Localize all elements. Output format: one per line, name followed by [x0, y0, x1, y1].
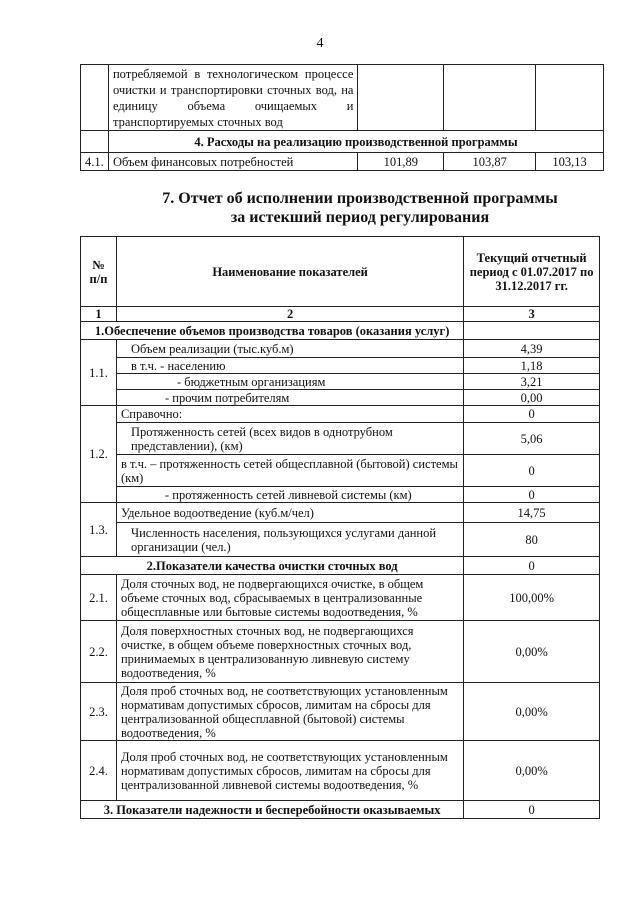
colnum-2: 2	[116, 307, 463, 322]
row13-num: 1.3.	[81, 503, 117, 557]
row12-d-name: - протяженность сетей ливневой системы (км)	[116, 487, 463, 503]
row11-num: 1.1.	[81, 340, 117, 406]
row12-b-name: Протяженность сетей (всех видов в однотрубном представлении), (км)	[116, 423, 463, 455]
colnum-1: 1	[81, 307, 117, 322]
row21-val: 100,00%	[464, 575, 600, 621]
report-table	[80, 236, 600, 819]
top-row-text: потребляемой в технологическом процессе очистки и транспортировки сточных вод, на единицу объема очищаемых и транспортируемых сточных вод	[108, 65, 357, 131]
row12-c-val: 0	[464, 455, 600, 487]
report-title-line1: 7. Отчет об исполнении производственной программы	[162, 190, 558, 207]
row23-name: Доля проб сточных вод, не соответствующих установленным нормативам допустимых сбросов, лимитам на сбросы для централизованной общесплавной (бытовой) системы водоотведения, %	[116, 683, 463, 741]
row41-num: 4.1.	[81, 153, 109, 171]
row24-val: 0,00%	[464, 741, 600, 801]
row11-c-val: 3,21	[464, 374, 600, 390]
row13-a-name: Удельное водоотведение (куб.м/чел)	[116, 503, 463, 523]
section3-header: 3. Показатели надежности и бесперебойности оказываемых	[81, 801, 464, 819]
row11-a-val: 4,39	[464, 340, 600, 358]
row11-a-name: Объем реализации (тыс.куб.м)	[116, 340, 463, 358]
page-number: 4	[316, 36, 324, 51]
row21-name: Доля сточных вод, не подвергающихся очистке, в общем объеме сточных вод, сбрасываемых в централизованные общесплавные или бытовые системы водоотведения, %	[116, 575, 463, 621]
row12-d-val: 0	[464, 487, 600, 503]
row22-num: 2.2.	[81, 621, 117, 683]
header-num: № п/п	[81, 237, 117, 307]
section1-header: 1.Обеспечение объемов производства товаров (оказания услуг)	[81, 322, 464, 340]
row23-val: 0,00%	[464, 683, 600, 741]
section1-value	[464, 322, 600, 340]
row12-c-name: в т.ч. – протяженность сетей общесплавной (бытовой) системы (км)	[116, 455, 463, 487]
row41-v2: 103,87	[444, 153, 536, 171]
section4-header: 4. Расходы на реализацию производственной программы	[108, 131, 603, 153]
top-empty-num2	[81, 131, 109, 153]
row13-b-val: 80	[464, 523, 600, 557]
row11-d-val: 0,00	[464, 390, 600, 406]
row21-num: 2.1.	[81, 575, 117, 621]
row23-num: 2.3.	[81, 683, 117, 741]
top-empty-2	[444, 65, 536, 131]
row24-name: Доля проб сточных вод, не соответствующих установленным нормативам допустимых сбросов, лимитам на сбросы для централизованной ливневой системы водоотведения, %	[116, 741, 463, 801]
header-name: Наименование показателей	[116, 237, 463, 307]
section3-value: 0	[464, 801, 600, 819]
top-empty-1	[358, 65, 444, 131]
row41-v1: 101,89	[358, 153, 444, 171]
top-empty-3	[536, 65, 604, 131]
report-title-line2: за истекший период регулирования	[230, 209, 490, 226]
section2-value: 0	[464, 557, 600, 575]
row11-d-name: - прочим потребителям	[116, 390, 463, 406]
top-empty-num	[81, 65, 109, 131]
row11-b-name: в т.ч. - населению	[116, 358, 463, 374]
row24-num: 2.4.	[81, 741, 117, 801]
row22-name: Доля поверхностных сточных вод, не подвергающихся очистке, в общем объеме поверхностных сточных вод, принимаемых в централизованную ливневую систему водоотведения, %	[116, 621, 463, 683]
row41-name: Объем финансовых потребностей	[108, 153, 357, 171]
colnum-3: 3	[464, 307, 600, 322]
row12-b-val: 5,06	[464, 423, 600, 455]
row41-v3: 103,13	[536, 153, 604, 171]
row11-b-val: 1,18	[464, 358, 600, 374]
header-period: Текущий отчетный период с 01.07.2017 по 31.12.2017 гг.	[464, 237, 600, 307]
row11-c-name: - бюджетным организациям	[116, 374, 463, 390]
section2-header: 2.Показатели качества очистки сточных вод	[81, 557, 464, 575]
row13-a-val: 14,75	[464, 503, 600, 523]
row13-b-name: Численность населения, пользующихся услугами данной организации (чел.)	[116, 523, 463, 557]
top-table	[80, 64, 604, 171]
row12-num: 1.2.	[81, 406, 117, 503]
row22-val: 0,00%	[464, 621, 600, 683]
row12-a-val: 0	[464, 406, 600, 423]
row12-a-name: Справочно:	[116, 406, 463, 423]
